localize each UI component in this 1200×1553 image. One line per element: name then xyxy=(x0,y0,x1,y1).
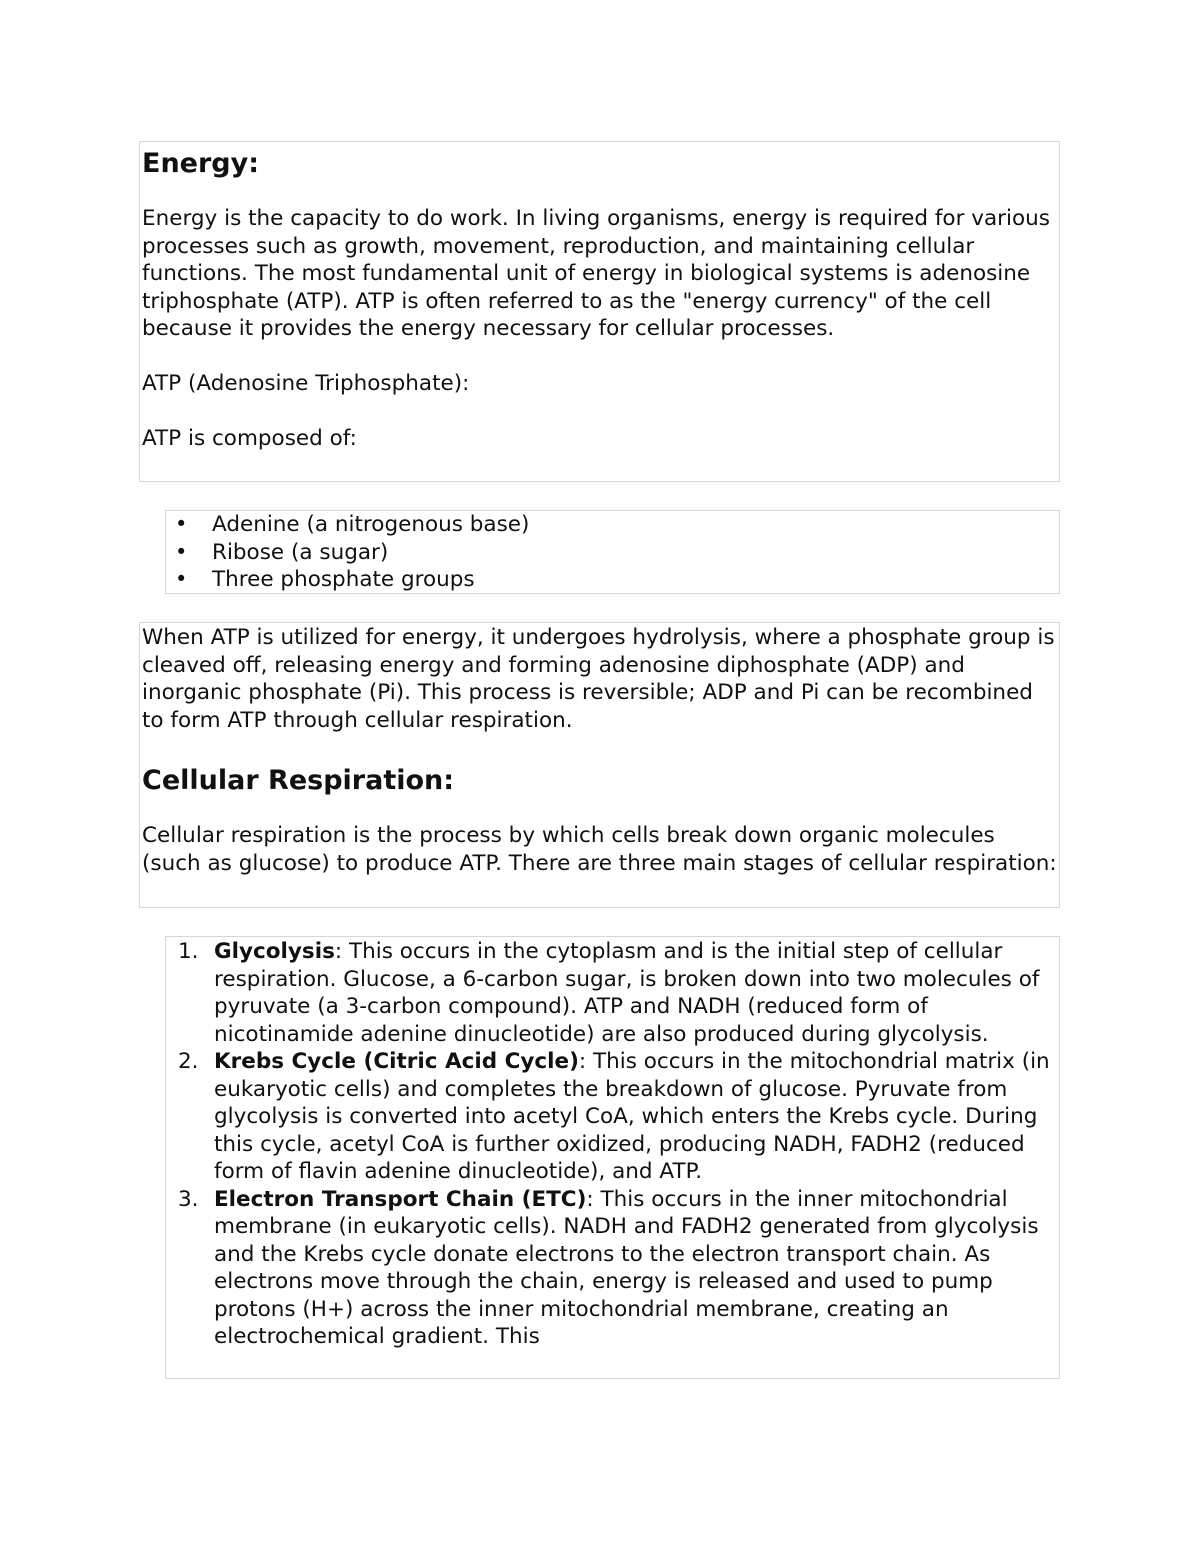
list-item xyxy=(178,938,1059,1048)
stages-list-box xyxy=(165,936,1060,1379)
list-item xyxy=(178,1186,1059,1351)
list-number: 2. xyxy=(178,1049,199,1074)
hydrolysis-section xyxy=(139,622,1060,908)
stages-list xyxy=(168,938,1059,1351)
stage-title: Glycolysis xyxy=(214,939,335,964)
atp-components-list xyxy=(168,511,1059,594)
cellular-respiration-intro: Cellular respiration is the process by which cells break down organic molecules (such as glucose) to produce ATP. There are three main stages of cellular respiration: xyxy=(142,823,1057,876)
atp-composed-label: ATP is composed of: xyxy=(142,426,357,451)
stage-text: : This occurs in the inner mitochondrial membrane (in eukaryotic cells). NADH and FADH2 generated from glycolysis and the Krebs cycle donate electrons to the electron transport chain. As electrons move through the chain, energy is released and used to pump protons (H+) across the inner mitochondrial membrane, creating an electrochemical gradient. This xyxy=(214,1186,1039,1349)
list-item: • Ribose (a sugar) xyxy=(212,539,1059,567)
stage-title: Krebs Cycle (Citric Acid Cycle) xyxy=(214,1049,579,1074)
stage-text: : This occurs in the cytoplasm and is the initial step of cellular respiration. Glucose, a 6-carbon sugar, is broken down into two molecules of pyruvate (a 3-carbon compound). ATP and NADH (reduced form of nicotinamide adenine dinucleotide) are also produced during glycolysis. xyxy=(214,939,1040,1047)
atp-components-list-box xyxy=(165,510,1060,594)
list-item xyxy=(178,1048,1059,1186)
stage-title: Electron Transport Chain (ETC) xyxy=(214,1186,587,1212)
list-item: • Three phosphate groups xyxy=(212,566,1059,594)
energy-heading: Energy: xyxy=(142,148,260,179)
list-number: 3. xyxy=(178,1186,199,1212)
cellular-respiration-heading: Cellular Respiration: xyxy=(142,765,455,796)
energy-section xyxy=(139,141,1060,482)
atp-label: ATP (Adenosine Triphosphate): xyxy=(142,371,470,396)
energy-paragraph: Energy is the capacity to do work. In living organisms, energy is required for various processes such as growth, movement, reproduction, and maintaining cellular functions. The most fundamental unit of energy in biological systems is adenosine triphosphate (ATP). ATP is often referred to as the "energy currency" of the cell because it provides the energy necessary for cellular processes. xyxy=(142,206,1050,341)
list-number: 1. xyxy=(178,939,199,964)
hydrolysis-paragraph: When ATP is utilized for energy, it undergoes hydrolysis, where a phosphate group is cleaved off, releasing energy and forming adenosine diphosphate (ADP) and inorganic phosphate (Pi). This process is reversible; ADP and Pi can be recombined to form ATP through cellular respiration. xyxy=(142,625,1055,733)
stage-text: : This occurs in the mitochondrial matrix (in eukaryotic cells) and completes the breakdown of glucose. Pyruvate from glycolysis is converted into acetyl CoA, which enters the Krebs cycle. During this cycle, acetyl CoA is further oxidized, producing NADH, FADH2 (reduced form of flavin adenine dinucleotide), and ATP. xyxy=(214,1049,1050,1184)
list-item: • Adenine (a nitrogenous base) xyxy=(212,511,1059,539)
